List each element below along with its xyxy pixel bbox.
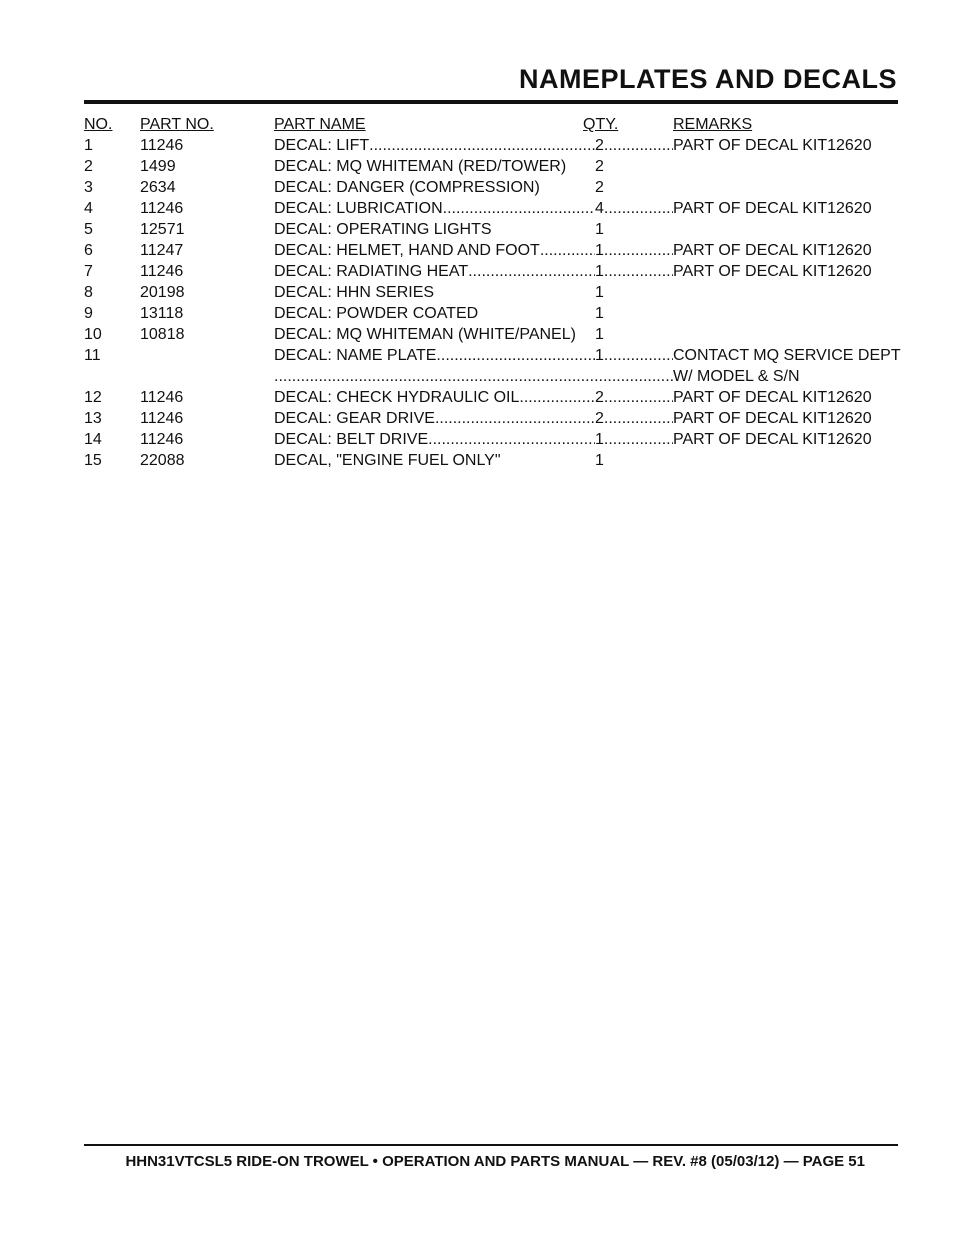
row-qty: 2: [595, 158, 604, 175]
header-no: NO.: [84, 116, 113, 133]
row-part-no: 11246: [140, 410, 184, 427]
row-qty-cell: [595, 156, 673, 177]
row-qty: 2: [595, 137, 604, 154]
row-qty: 1: [595, 347, 604, 364]
row-qty-cell: [595, 345, 673, 366]
row-name-cell: [274, 177, 595, 198]
row-qty: 1: [595, 431, 604, 448]
header-part-no: PART NO.: [140, 116, 214, 133]
header-remarks: REMARKS: [673, 116, 753, 133]
row-no: 6: [84, 242, 93, 259]
row-qty-cell: [595, 324, 673, 345]
row-no: 5: [84, 221, 93, 238]
row-qty-cell: [595, 387, 673, 408]
row-no: 11: [84, 347, 101, 364]
row-part-name: DECAL: MQ WHITEMAN (RED/TOWER): [274, 158, 567, 175]
row-part-name: DECAL: LIFT: [274, 137, 370, 154]
row-qty: 2: [595, 389, 604, 406]
row-remarks: PART OF DECAL KIT12620: [673, 410, 872, 427]
row-name-cell: [274, 450, 595, 471]
table-body: [84, 135, 901, 471]
page-footer: HHN31VTCSL5 RIDE-ON TROWEL • OPERATION AND PARTS MANUAL — REV. #8 (05/03/12) — PAGE 51: [125, 1153, 865, 1170]
row-part-no: 11246: [140, 263, 184, 280]
row-qty-cell: [595, 177, 673, 198]
row-qty-cell: [595, 408, 673, 429]
row-remarks: PART OF DECAL KIT12620: [673, 200, 872, 217]
row-part-no: 22088: [140, 452, 185, 469]
row-part-no: 13118: [140, 305, 184, 322]
table-row: [84, 261, 898, 282]
row-part-name: DECAL: NAME PLATE: [274, 347, 437, 364]
parts-table: [84, 114, 901, 471]
row-no: 8: [84, 284, 93, 301]
row-qty: 4: [595, 200, 604, 217]
table-row: [84, 408, 898, 429]
row-qty-cell: [595, 240, 673, 261]
row-qty: 1: [595, 221, 604, 238]
header-qty: QTY.: [583, 116, 619, 133]
row-name-cell: [274, 261, 595, 282]
row-qty: 1: [595, 242, 604, 259]
row-name-cell: [274, 408, 595, 429]
row-no: 15: [84, 452, 102, 469]
row-no: 9: [84, 305, 93, 322]
table-row: [84, 366, 898, 387]
table-row: [84, 303, 898, 324]
row-name-cell: [274, 219, 595, 240]
row-name-cell: [274, 240, 595, 261]
header-part-name: PART NAME: [274, 116, 366, 133]
row-part-no: 20198: [140, 284, 185, 301]
row-no: 2: [84, 158, 93, 175]
row-name-cell: [274, 198, 595, 219]
row-qty-cell: [595, 261, 673, 282]
row-remarks: PART OF DECAL KIT12620: [673, 242, 872, 259]
table-row: [84, 177, 898, 198]
table-header: [84, 114, 898, 135]
table-row: [84, 387, 898, 408]
table-row: [84, 450, 898, 471]
row-no: 7: [84, 263, 93, 280]
title-rule: [84, 100, 898, 104]
row-remarks: CONTACT MQ SERVICE DEPT: [673, 347, 901, 364]
table-row: [84, 282, 898, 303]
table-row: [84, 219, 898, 240]
row-qty-cell: [595, 198, 673, 219]
row-name-cell: [274, 429, 595, 450]
row-no: 14: [84, 431, 102, 448]
row-part-name: DECAL: GEAR DRIVE: [274, 410, 435, 427]
row-qty-cell: [595, 450, 673, 471]
row-qty-cell: [595, 219, 673, 240]
row-remarks: PART OF DECAL KIT12620: [673, 389, 872, 406]
table-row: [84, 198, 898, 219]
row-part-name: DECAL: HELMET, HAND AND FOOT: [274, 242, 540, 259]
row-remarks: W/ MODEL & S/N: [673, 368, 800, 385]
row-part-no: 2634: [140, 179, 176, 196]
row-name-cell: [274, 156, 595, 177]
row-part-no: 12571: [140, 221, 185, 238]
page-title: NAMEPLATES AND DECALS: [518, 64, 897, 94]
row-qty: 2: [595, 410, 604, 427]
row-qty: 2: [595, 179, 604, 196]
row-part-no: 11246: [140, 200, 184, 217]
row-part-name: DECAL: DANGER (COMPRESSION): [274, 179, 540, 196]
table-row: [84, 156, 898, 177]
row-qty-cell: [595, 135, 673, 156]
row-no: 10: [84, 326, 102, 343]
row-leader-dots: [274, 366, 673, 387]
row-remarks: PART OF DECAL KIT12620: [673, 263, 872, 280]
row-qty-cell: [595, 429, 673, 450]
row-no: 13: [84, 410, 102, 427]
row-part-name: DECAL: CHECK HYDRAULIC OIL: [274, 389, 520, 406]
row-no: 12: [84, 389, 102, 406]
row-part-name: DECAL: BELT DRIVE: [274, 431, 429, 448]
row-name-cell: [274, 303, 595, 324]
row-name-cell: [274, 345, 595, 366]
row-name-cell: [274, 324, 595, 345]
row-name-cell: [274, 387, 595, 408]
row-part-no: 11246: [140, 389, 184, 406]
row-qty: 1: [595, 284, 604, 301]
table-row: [84, 429, 898, 450]
row-part-no: 11247: [140, 242, 184, 259]
row-part-no: 10818: [140, 326, 185, 343]
row-part-no: 11246: [140, 137, 184, 154]
row-qty-cell: [595, 303, 673, 324]
row-qty: 1: [595, 452, 604, 469]
table-row: [84, 345, 901, 366]
row-part-name: DECAL: LUBRICATION: [274, 200, 443, 217]
row-qty: 1: [595, 263, 604, 280]
table-row: [84, 240, 898, 261]
table-row: [84, 324, 898, 345]
row-name-cell: [274, 282, 595, 303]
row-part-name: DECAL, "ENGINE FUEL ONLY": [274, 452, 501, 469]
row-remarks: PART OF DECAL KIT12620: [673, 431, 872, 448]
row-qty-cell: [595, 282, 673, 303]
row-part-name: DECAL: HHN SERIES: [274, 284, 435, 301]
row-qty: 1: [595, 305, 604, 322]
table-row: [84, 135, 898, 156]
row-part-name: DECAL: MQ WHITEMAN (WHITE/PANEL): [274, 326, 576, 343]
row-remarks: PART OF DECAL KIT12620: [673, 137, 872, 154]
row-name-cell: [274, 135, 595, 156]
row-qty: 1: [595, 326, 604, 343]
row-part-name: DECAL: RADIATING HEAT: [274, 263, 469, 280]
row-no: 4: [84, 200, 93, 217]
row-no: 1: [84, 137, 93, 154]
row-part-no: 11246: [140, 431, 184, 448]
row-part-name: DECAL: OPERATING LIGHTS: [274, 221, 492, 238]
row-part-no: 1499: [140, 158, 176, 175]
row-part-name: DECAL: POWDER COATED: [274, 305, 479, 322]
footer-rule: [84, 1144, 898, 1146]
row-no: 3: [84, 179, 93, 196]
